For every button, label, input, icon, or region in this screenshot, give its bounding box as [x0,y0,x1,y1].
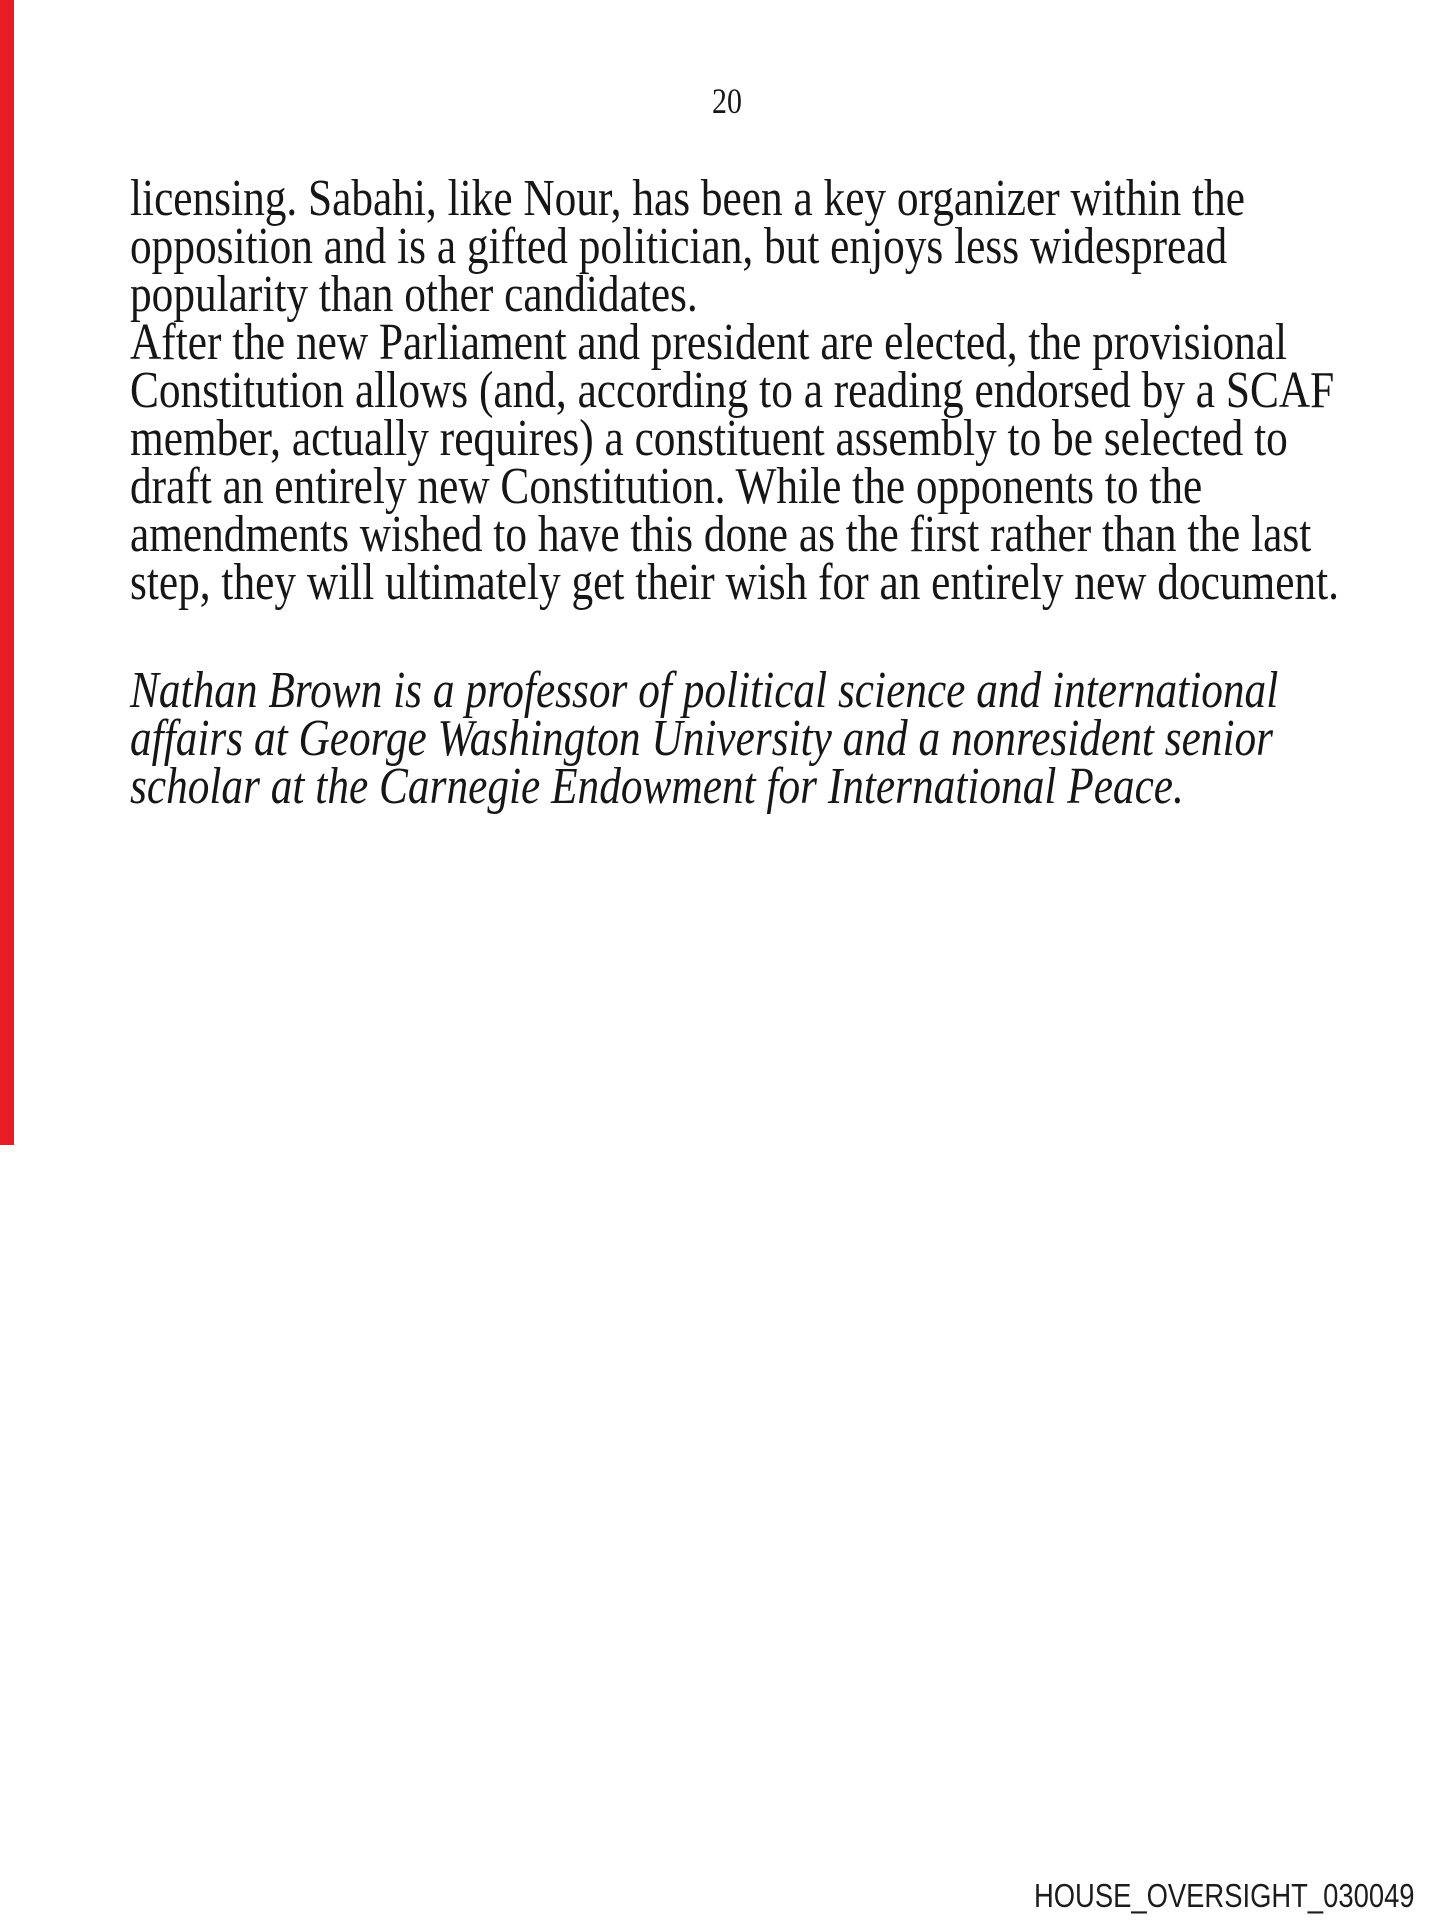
text-line: step, they will ultimately get their wish for an entirely new document. [130,554,1339,611]
text-line: Nathan Brown is a professor of political science and international [130,662,1279,719]
text-line: member, actually requires) a constituent assembly to be selected to [130,410,1288,467]
text-line: draft an entirely new Constitution. While the opponents to the [130,458,1203,515]
text-line: scholar at the Carnegie Endowment for International Peace. [130,758,1184,815]
paragraph-main [130,314,1453,611]
author-bio-paragraph [130,662,1453,815]
text-line: popularity than other candidates. [130,266,698,323]
left-edge-scan-bar [0,0,14,1145]
text-line: licensing. Sabahi, like Nour, has been a key organizer within the [130,170,1245,227]
text-line: After the new Parliament and president are elected, the provisional [130,314,1288,371]
text-line: opposition and is a gifted politician, but enjoys less widespread [130,218,1228,275]
text-line: affairs at George Washington University and a nonresident senior [130,710,1274,767]
page-header [0,83,1453,119]
paragraph-continuation [130,170,1453,323]
body-text [130,170,1453,611]
text-line: amendments wished to have this done as the first rather than the last [130,506,1312,563]
page-number: 20 [711,81,742,121]
author-bio [130,662,1453,815]
text-line: Constitution allows (and, according to a reading endorsed by a SCAF [130,362,1335,419]
bates-number: HOUSE_OVERSIGHT_030049 [1034,1877,1415,1914]
